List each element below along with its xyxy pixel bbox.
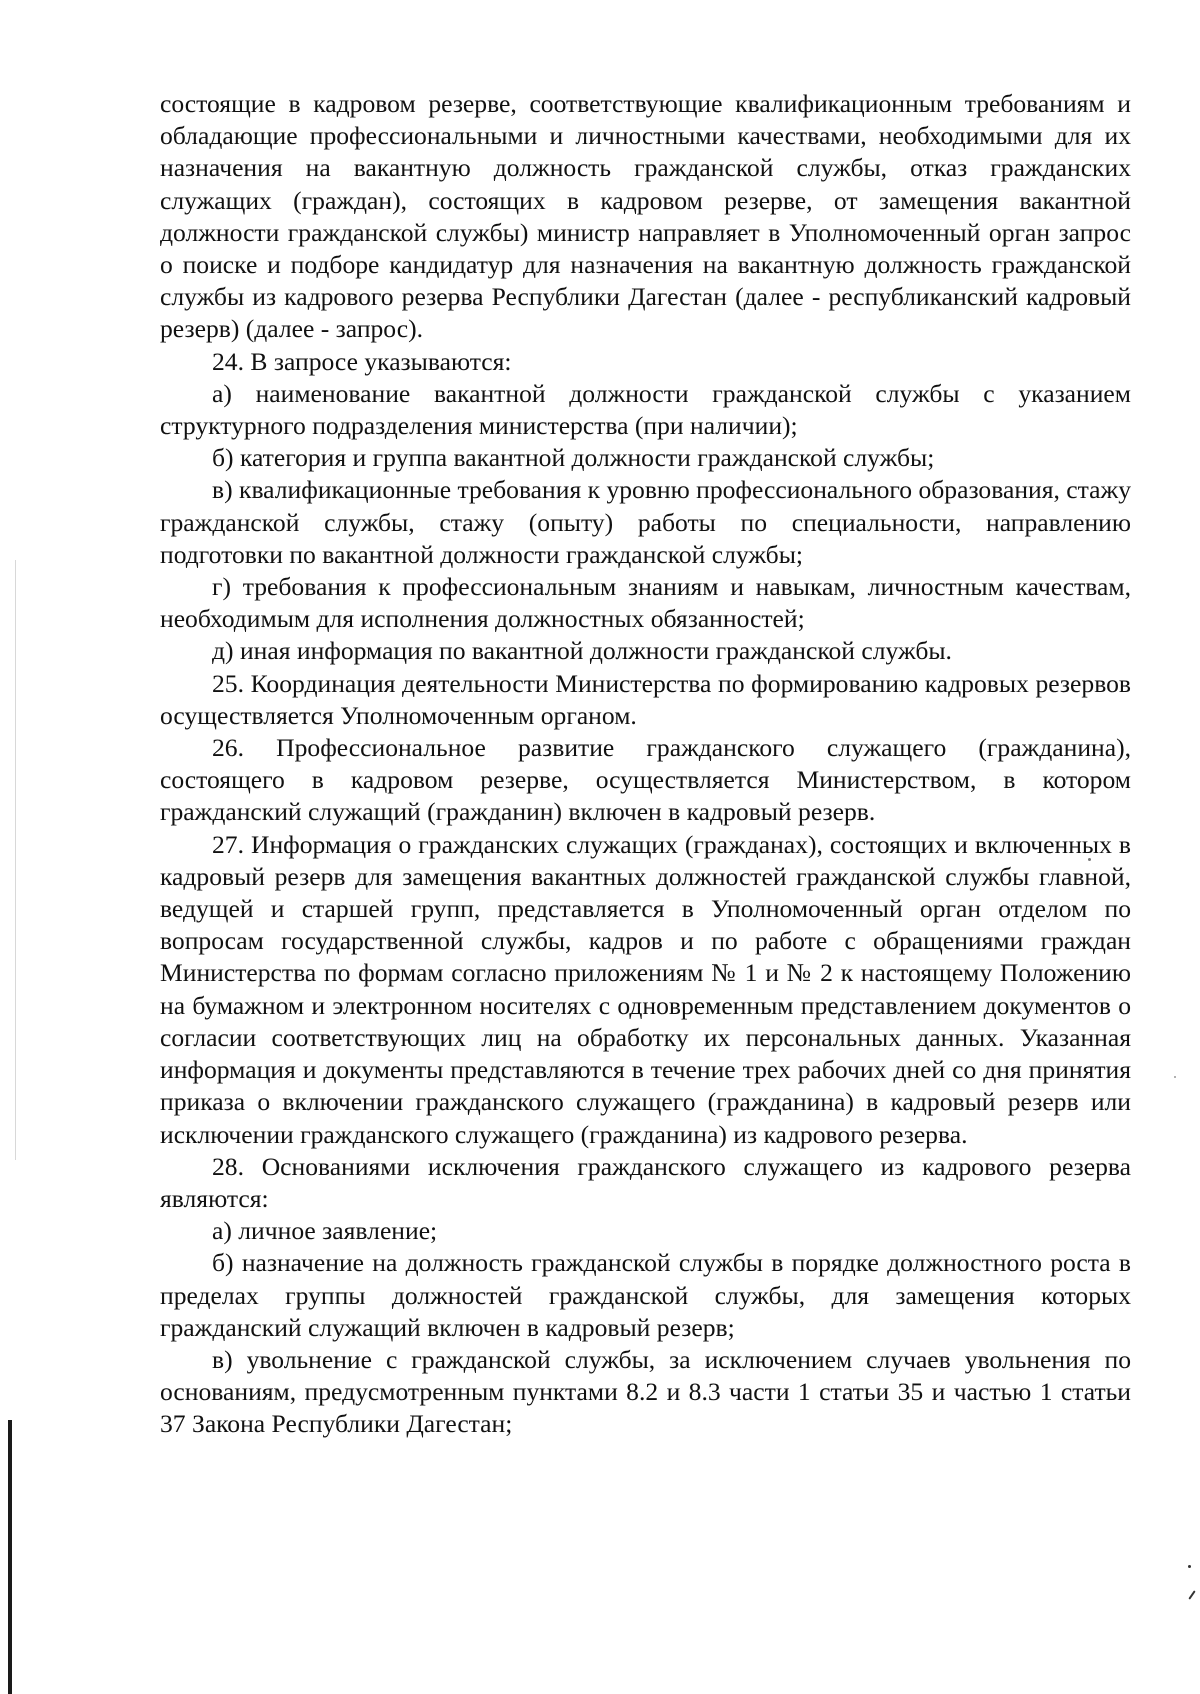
paragraph-item-24: 24. В запросе указываются: [212, 346, 512, 376]
paragraph-item-28-b: б) назначение на должность гражданской службы в порядке должностного роста в пределах группы должностей гражданской службы, для замещения которых гражданский служащий включен в кадровый резерв; [160, 1248, 1131, 1342]
paragraph-item-24-b: б) категория и группа вакантной должности гражданской службы; [212, 443, 935, 473]
paragraph-item-24-g: г) требования к профессиональным знаниям и навыкам, личностным качествам, необходимым для исполнения должностных обязанностей; [160, 572, 1131, 634]
paragraph-item-26: 26. Профессиональное развитие гражданского служащего (гражданина), состоящего в кадровом резерве, осуществляется Министерством, в котором гражданский служащий (гражданин) включен в кадровый резерв. [160, 733, 1131, 827]
document-body [160, 88, 1131, 1441]
paragraph-continuation: состоящие в кадровом резерве, соответствующие квалификационным требованиям и обладающие профессиональными и личностными качествами, необходимыми для их назначения на вакантную должность гражданской службы, отказ гражданских служащих (граждан), состоящих в кадровом резерве, от замещения вакантной должности гражданской службы) министр направляет в Уполномоченный орган запрос о поиске и подборе кандидатур для назначения на вакантную должность гражданской службы из кадрового резерва Республики Дагестан (далее - республиканский кадровый резерв) (далее - запрос). [160, 89, 1131, 344]
scan-shadow-line [15, 560, 16, 1160]
paragraph-item-25: 25. Координация деятельности Министерства по формированию кадровых резервов осуществляется Уполномоченным органом. [160, 668, 1131, 730]
scan-binding-edge [8, 1420, 12, 1694]
paragraph-item-28: 28. Основаниями исключения гражданского служащего из кадрового резерва являются: [160, 1151, 1131, 1213]
paragraph-item-24-v: в) квалификационные требования к уровню профессионального образования, стажу гражданской службы, стажу (опыту) работы по специальности, направлению подготовки по вакантной должности гражданской службы; [160, 475, 1131, 569]
scan-speck [1188, 1590, 1195, 1599]
paragraph-item-27: 27. Информация о гражданских служащих (гражданах), состоящих и включенных в кадровый резерв для замещения вакантных должностей гражданской службы главной, ведущей и старшей групп, представляется в Уполномоченный орган отделом по вопросам государственной службы, кадров и по работе с обращениями граждан Министерства по формам согласно приложениям № 1 и № 2 к настоящему Положению на бумажном и электронном носителях с одновременным представлением документов о согласии соответствующих лиц на обработку их персональных данных. Указанная информация и документы представляются в течение трех рабочих дней со дня принятия приказа о включении гражданского служащего (гражданина) в кадровый резерв или исключении гражданского служащего (гражданина) из кадрового резерва. [160, 829, 1131, 1149]
paragraph-item-28-a: а) личное заявление; [212, 1216, 438, 1246]
scan-speck [1188, 1565, 1191, 1568]
scan-speck [1174, 1076, 1176, 1078]
paragraph-item-24-d: д) иная информация по вакантной должности гражданской службы. [212, 636, 952, 666]
paragraph-item-28-v: в) увольнение с гражданской службы, за исключением случаев увольнения по основаниям, предусмотренным пунктами 8.2 и 8.3 части 1 статьи 35 и частью 1 статьи 37 Закона Республики Дагестан; [160, 1344, 1131, 1439]
paragraph-item-24-a: а) наименование вакантной должности гражданской службы с указанием структурного подразделения министерства (при наличии); [160, 378, 1131, 441]
